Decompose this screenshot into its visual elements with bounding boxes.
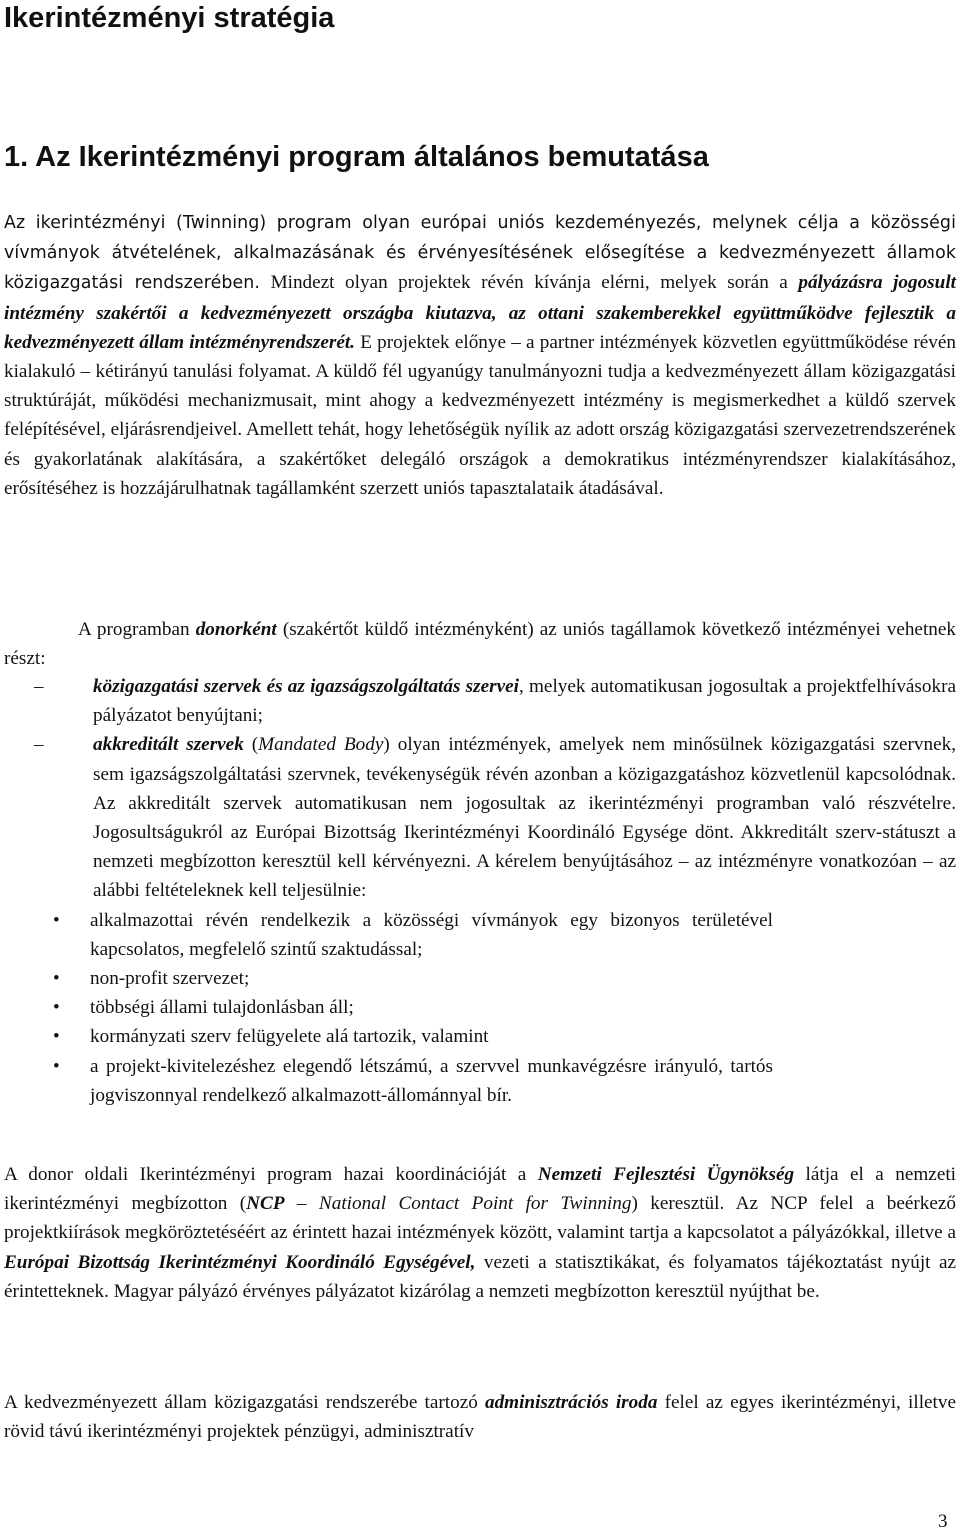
coord-dash: –	[284, 1193, 319, 1215]
beneficiary-paragraph	[4, 1388, 956, 1446]
list-item-bold: közigazgatási szervek és az igazságszolgáltatás szervei	[93, 676, 519, 697]
coord-text-4: vezeti a statisztikákat, és folyamatos tájékoztatást nyújt az érintetteknek. Magyar pályázó érvényes pályázatot kizárólag a nemzeti megbízotton keresztül nyújthat be.	[4, 1251, 956, 1302]
intro-emphasis: pályázásra jogosult intézmény szakértői a kedvezményezett országba kiutazva, az ottani szakemberekkel együttműködve fejlesztik a kedvezményezett állam intézményrendszerét.	[4, 272, 956, 353]
accreditation-conditions-list	[53, 906, 956, 1110]
donor-emphasis: donorként	[195, 619, 277, 640]
intro-sentence-rest: E projektek előnye – a partner intézmények közvetlen együttműködése révén kialakuló – kétirányú tanulási folyamat. A küldő fél ugyanúgy tanulmányozni tudja a kedvezményezett állam közigazgatási struktúráját, működési mechanizmusait, mint ahogy a kedvezményezett intézmény is megismerkedhet a küldő szervek felépítésével, eljárásrendjeivel. Amellett tehát, hogy lehetőségük nyílik az adott ország közigazgatási szervezetrendszerének és gyakorlatának alakítására, a szakértőket delegáló országok a demokratikus intézményrendszer kialakításához, erősítéséhez is hozzájárulhatnak tagállamként szerzett uniós tapasztalataik átadásával.	[4, 331, 956, 499]
condition-item	[0, 1052, 773, 1110]
bullet-dot-icon: •	[53, 909, 60, 931]
beneficiary-office: adminisztrációs iroda	[484, 1392, 658, 1413]
donor-institution-list	[0, 672, 960, 1110]
bullet-dot-icon: •	[53, 968, 60, 990]
donor-text-1: A programban	[78, 619, 196, 640]
donor-text-2: (szakértőt küldő intézményként) az uniós tagállamok következő intézményei vehetnek részt:	[4, 619, 956, 670]
coordination-paragraph	[4, 1160, 956, 1306]
condition-text: kormányzati szerv felügyelete alá tartozik, valamint	[90, 1026, 489, 1048]
list-item-text: ) olyan intézmények, amelyek nem minősülnek közigazgatási szervnek, sem igazságszolgáltatási szervnek, tevékenységük révén azonban a közigazgatáshoz közvetlenül kapcsolódnak. Az akkreditált szervek automatikusan nem jogosultak az ikerintézményi programban való részvételre. Jogosultságukról az Európai Bizottság Ikerintézményi Koordináló Egysége dönt. Akkreditált szerv-státuszt a nemzeti megbízotton keresztül kell kérvényezni. A kérelem benyújtásához – az intézményre vonatkozóan – az alábbi feltételeknek kell teljesülnie:	[93, 734, 956, 902]
intro-sentence-1: Az ikerintézményi (Twinning) program olyan európai uniós kezdeményezés, melynek célja a közösségi vívmányok átvételének, alkalmazásának és érvényesítésének elősegítése a kedvezményezett államok közigazgatási rendszerében.	[4, 213, 956, 294]
document-title: Ikerintézményi stratégia	[4, 2, 335, 34]
condition-item	[0, 964, 773, 993]
condition-text: alkalmazottai révén rendelkezik a közösségi vívmányok egy bizonyos területével kapcsolatos, megfelelő szintű szaktudással;	[90, 909, 773, 960]
coord-text-1: A donor oldali Ikerintézményi program hazai koordinációját a	[4, 1164, 538, 1185]
coord-text-2: látja el a nemzeti ikerintézményi megbízotton (	[4, 1164, 956, 1215]
intro-paragraph	[4, 208, 956, 503]
list-item-mandated-bodies	[0, 730, 956, 1110]
coord-commission-unit: Európai Bizottság Ikerintézményi Koordináló Egységével,	[4, 1251, 476, 1273]
bullet-dot-icon: •	[53, 1055, 60, 1077]
condition-text: non-profit szervezet;	[90, 968, 250, 990]
condition-text: a projekt-kivitelezéshez elegendő létszámú, a szervvel munkavégzésre irányuló, tartós jogviszonnyal rendelkező alkalmazott-állománnyal bír.	[90, 1055, 773, 1106]
condition-text: többségi állami tulajdonlásban áll;	[90, 997, 354, 1019]
donor-paragraph	[4, 615, 956, 673]
beneficiary-text-2: felel az egyes ikerintézményi, illetve rövid távú ikerintézményi projektek pénzügyi, adminisztratív	[4, 1392, 956, 1443]
condition-item	[0, 906, 773, 964]
dash-bullet-icon: –	[34, 676, 44, 697]
coord-ncp-expansion: National Contact Point for Twinning	[318, 1193, 632, 1215]
coord-agency-name: Nemzeti Fejlesztési Ügynökség	[537, 1164, 795, 1185]
bullet-dot-icon: •	[53, 1026, 60, 1048]
beneficiary-text-1: A kedvezményezett állam közigazgatási rendszerébe tartozó	[4, 1392, 485, 1413]
bullet-dot-icon: •	[53, 997, 60, 1019]
page-number: 3	[938, 1511, 948, 1532]
list-item-italic: Mandated Body	[258, 734, 384, 756]
dash-bullet-icon: –	[34, 734, 44, 756]
coord-ncp: NCP	[246, 1193, 285, 1215]
list-item-bold: akkreditált szervek	[93, 734, 244, 756]
list-item-paren-open: (	[243, 734, 259, 756]
condition-item	[0, 993, 773, 1022]
coord-text-3: ) keresztül. Az NCP felel a beérkező projektkiírások megköröztetéséért az érintett hazai intézmények között, valamint tartja a kapcsolatot a pályázókkal, illetve a	[4, 1193, 956, 1244]
intro-sentence-2: Mindezt olyan projektek révén kívánja elérni, melyek során a	[260, 272, 799, 294]
list-item-public-administration	[0, 672, 956, 730]
section-heading: 1. Az Ikerintézményi program általános bemutatása	[4, 141, 709, 173]
condition-item	[0, 1022, 773, 1051]
list-item-text: , melyek automatikusan jogosultak a projektfelhívásokra pályázatot benyújtani;	[93, 676, 956, 727]
